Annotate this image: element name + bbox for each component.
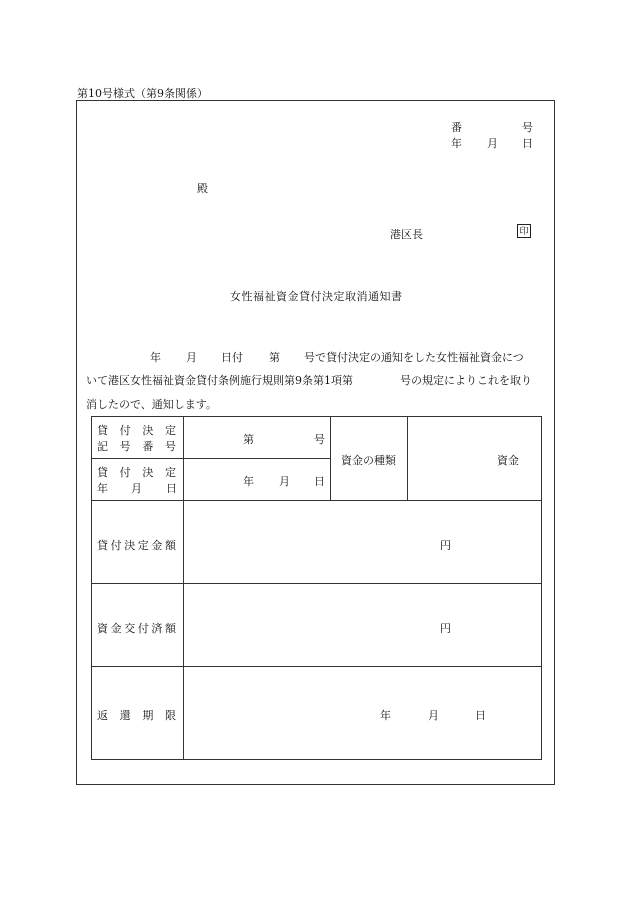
- body-date-suffix: 日付: [221, 351, 243, 364]
- date-month-label: 月: [487, 137, 498, 150]
- number-ban-label: 番: [451, 121, 462, 134]
- addressee-honorific: 殿: [197, 182, 208, 195]
- form-number-label: 第10号様式（第9条関係）: [77, 87, 208, 100]
- body-line1-rest: 号で貸付決定の通知をした女性福祉資金につ: [304, 351, 524, 364]
- seal-mark: 印: [517, 224, 531, 238]
- body-year: 年: [150, 351, 161, 364]
- table-divider-row4: [91, 666, 542, 667]
- issuer-name: 港区長: [390, 228, 423, 241]
- body-line3: 消したので、通知します。: [86, 398, 217, 411]
- table-divider-kind-value-col: [407, 416, 408, 501]
- date-year-label: 年: [451, 137, 462, 150]
- table-divider-row3: [91, 583, 542, 584]
- decision-number-go: 号: [314, 433, 325, 446]
- paid-amount-unit: 円: [440, 622, 451, 635]
- body-line2a: いて港区女性福祉資金貸付条例施行規則第9条第1項第: [86, 374, 353, 387]
- decision-date-label-top: 貸付決定: [97, 466, 176, 479]
- repayment-deadline-year: 年: [380, 709, 391, 722]
- decision-number-dai: 第: [243, 433, 254, 446]
- fund-kind-suffix: 資金: [497, 454, 519, 467]
- loan-amount-label: 貸付決定金額: [97, 539, 176, 552]
- document-title: 女性福祉資金貸付決定取消通知書: [230, 290, 403, 303]
- repayment-deadline-month: 月: [428, 709, 439, 722]
- table-divider-row2: [91, 500, 542, 501]
- body-line2b: 号の規定によりこれを取り: [400, 374, 532, 387]
- fund-kind-label: 資金の種類: [341, 454, 396, 467]
- table-divider-label-col: [183, 416, 184, 760]
- decision-date-label-month: 月: [131, 482, 142, 495]
- decision-date-day: 日: [314, 475, 325, 488]
- loan-amount-unit: 円: [440, 539, 451, 552]
- decision-date-year: 年: [243, 475, 254, 488]
- decision-number-label-top: 貸付決定: [97, 424, 176, 437]
- body-dai: 第: [269, 351, 280, 364]
- table-divider-row1: [91, 458, 331, 459]
- repayment-deadline-day: 日: [475, 709, 486, 722]
- date-day-label: 日: [522, 137, 533, 150]
- number-go-label: 号: [522, 121, 533, 134]
- body-month: 月: [186, 351, 197, 364]
- decision-date-label-day: 日: [166, 482, 177, 495]
- decision-number-label-bottom: 記号番号: [97, 440, 176, 453]
- paid-amount-label: 資金交付済額: [97, 622, 176, 635]
- repayment-deadline-label: 返還期限: [97, 709, 176, 722]
- decision-date-label-year: 年: [97, 482, 108, 495]
- decision-date-month: 月: [279, 475, 290, 488]
